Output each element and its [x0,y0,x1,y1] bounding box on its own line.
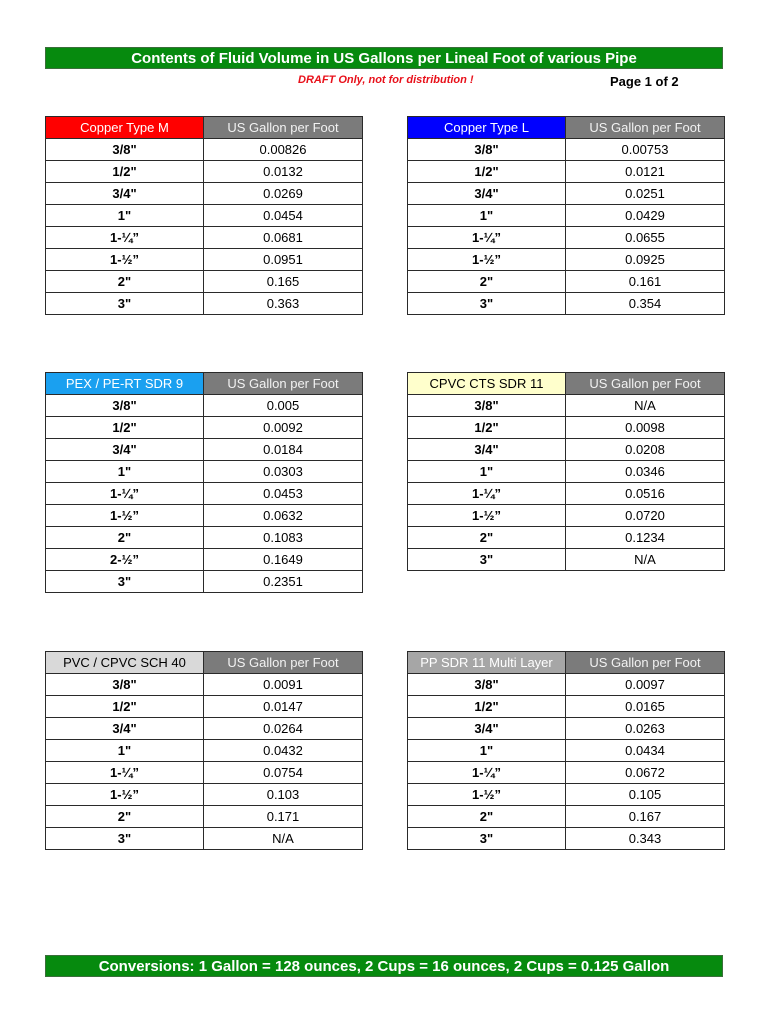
table-row [46,139,363,161]
column-header-unit: US Gallon per Foot [566,373,725,395]
page-number: Page 1 of 2 [610,74,679,89]
pipe-size-cell: 1/2" [46,161,204,183]
gallon-per-foot-cell: 0.0303 [204,461,363,483]
pipe-size-cell: 1/2" [408,696,566,718]
gallon-per-foot-cell: 0.0681 [204,227,363,249]
gallon-per-foot-cell: 0.0672 [566,762,725,784]
gallon-per-foot-cell: 0.1234 [566,527,725,549]
gallon-per-foot-cell: 0.0264 [204,718,363,740]
gallon-per-foot-cell: 0.0754 [204,762,363,784]
pipe-size-cell: 3/8" [408,674,566,696]
gallon-per-foot-cell: 0.0263 [566,718,725,740]
table-title: Copper Type M [46,117,204,139]
table-row [408,674,725,696]
table-row [408,828,725,850]
table-row [408,483,725,505]
table-title: PEX / PE-RT SDR 9 [46,373,204,395]
column-header-unit: US Gallon per Foot [204,117,363,139]
gallon-per-foot-cell: 0.0132 [204,161,363,183]
table-row [408,549,725,571]
gallon-per-foot-cell: 0.165 [204,271,363,293]
pipe-size-cell: 1/2" [408,417,566,439]
pipe-size-cell: 2" [408,806,566,828]
gallon-per-foot-cell: 0.105 [566,784,725,806]
table-title: PVC / CPVC SCH 40 [46,652,204,674]
table-row [46,571,363,593]
column-header-unit: US Gallon per Foot [204,652,363,674]
gallon-per-foot-cell: N/A [566,395,725,417]
table-row [408,161,725,183]
gallon-per-foot-cell: 0.0925 [566,249,725,271]
gallon-per-foot-cell: 0.00826 [204,139,363,161]
gallon-per-foot-cell: 0.0251 [566,183,725,205]
table-pex-pe-rt-sdr9 [45,372,363,593]
gallon-per-foot-cell: 0.354 [566,293,725,315]
table-row [408,806,725,828]
table-row [46,461,363,483]
table-row [46,718,363,740]
table-row [408,271,725,293]
pipe-size-cell: 1-¼” [408,227,566,249]
pipe-size-cell: 2" [408,527,566,549]
pipe-size-cell: 3/8" [408,139,566,161]
gallon-per-foot-cell: N/A [204,828,363,850]
column-header-unit: US Gallon per Foot [566,117,725,139]
gallon-per-foot-cell: 0.0951 [204,249,363,271]
gallon-per-foot-cell: 0.005 [204,395,363,417]
table-row [408,505,725,527]
column-header-unit: US Gallon per Foot [566,652,725,674]
table-row [408,395,725,417]
table-copper-type-m [45,116,363,315]
pipe-size-cell: 2" [408,271,566,293]
gallon-per-foot-cell: 0.0208 [566,439,725,461]
pipe-size-cell: 3" [408,828,566,850]
gallon-per-foot-cell: 0.0147 [204,696,363,718]
gallon-per-foot-cell: 0.0184 [204,439,363,461]
table-row [46,395,363,417]
table-row [46,828,363,850]
gallon-per-foot-cell: 0.0720 [566,505,725,527]
gallon-per-foot-cell: 0.0453 [204,483,363,505]
table-row [46,549,363,571]
gallon-per-foot-cell: 0.0454 [204,205,363,227]
pipe-size-cell: 1" [408,461,566,483]
draft-notice: DRAFT Only, not for distribution ! [298,74,474,86]
pipe-size-cell: 3/8" [46,395,204,417]
pipe-size-cell: 1" [46,461,204,483]
table-row [46,696,363,718]
table-row [46,674,363,696]
table-row [46,527,363,549]
gallon-per-foot-cell: 0.0432 [204,740,363,762]
pipe-size-cell: 1-½” [408,505,566,527]
gallon-per-foot-cell: 0.0092 [204,417,363,439]
table-row [46,183,363,205]
table-row [46,205,363,227]
pipe-size-cell: 3/8" [408,395,566,417]
gallon-per-foot-cell: 0.2351 [204,571,363,593]
pipe-size-cell: 3/4" [46,718,204,740]
table-row [46,762,363,784]
gallon-per-foot-cell: 0.0632 [204,505,363,527]
pipe-size-cell: 2" [46,806,204,828]
pipe-size-cell: 3/4" [46,439,204,461]
gallon-per-foot-cell: 0.161 [566,271,725,293]
table-row [46,806,363,828]
table-title: Copper Type L [408,117,566,139]
table-cpvc-cts-sdr11 [407,372,725,571]
pipe-size-cell: 1" [408,205,566,227]
column-header-unit: US Gallon per Foot [204,373,363,395]
table-row [408,293,725,315]
table-row [408,227,725,249]
gallon-per-foot-cell: 0.0516 [566,483,725,505]
gallon-per-foot-cell: 0.343 [566,828,725,850]
table-row [46,161,363,183]
table-row [46,249,363,271]
table-copper-type-l [407,116,725,315]
gallon-per-foot-cell: 0.0165 [566,696,725,718]
pipe-size-cell: 3/4" [408,718,566,740]
table-row [46,293,363,315]
gallon-per-foot-cell: 0.0091 [204,674,363,696]
table-row [408,249,725,271]
gallon-per-foot-cell: 0.0098 [566,417,725,439]
pipe-size-cell: 3" [46,828,204,850]
pipe-size-cell: 2" [46,527,204,549]
table-row [408,740,725,762]
gallon-per-foot-cell: 0.0655 [566,227,725,249]
pipe-size-cell: 3/4" [46,183,204,205]
pipe-size-cell: 3/8" [46,674,204,696]
table-row [46,439,363,461]
pipe-size-cell: 1-¼” [46,762,204,784]
pipe-size-cell: 1/2" [408,161,566,183]
table-row [46,505,363,527]
pipe-size-cell: 1-¼” [46,483,204,505]
table-row [46,483,363,505]
pipe-size-cell: 3/4" [408,183,566,205]
gallon-per-foot-cell: 0.363 [204,293,363,315]
gallon-per-foot-cell: 0.103 [204,784,363,806]
table-row [408,696,725,718]
pipe-size-cell: 1-½” [46,249,204,271]
gallon-per-foot-cell: 0.0434 [566,740,725,762]
gallon-per-foot-cell: 0.0429 [566,205,725,227]
pipe-size-cell: 3" [408,549,566,571]
table-row [46,417,363,439]
table-title: CPVC CTS SDR 11 [408,373,566,395]
pipe-size-cell: 3/4" [408,439,566,461]
table-row [46,227,363,249]
table-row [408,417,725,439]
table-row [408,439,725,461]
table-row [408,139,725,161]
gallon-per-foot-cell: 0.00753 [566,139,725,161]
pipe-size-cell: 1/2" [46,696,204,718]
pipe-size-cell: 1" [46,740,204,762]
pipe-size-cell: 1" [46,205,204,227]
gallon-per-foot-cell: 0.0097 [566,674,725,696]
pipe-size-cell: 1" [408,740,566,762]
gallon-per-foot-cell: 0.0121 [566,161,725,183]
table-row [408,784,725,806]
table-pp-sdr11-multi-layer [407,651,725,850]
pipe-size-cell: 1-¼” [408,483,566,505]
table-row [46,740,363,762]
pipe-size-cell: 1-¼” [408,762,566,784]
table-row [408,205,725,227]
table-row [408,183,725,205]
gallon-per-foot-cell: 0.0346 [566,461,725,483]
pipe-size-cell: 3/8" [46,139,204,161]
pipe-size-cell: 1/2" [46,417,204,439]
table-row [46,271,363,293]
pipe-size-cell: 1-¼” [46,227,204,249]
pipe-size-cell: 1-½” [46,784,204,806]
pipe-size-cell: 3" [408,293,566,315]
pipe-size-cell: 3" [46,293,204,315]
pipe-size-cell: 3" [46,571,204,593]
gallon-per-foot-cell: 0.0269 [204,183,363,205]
pipe-size-cell: 1-½” [408,784,566,806]
pipe-size-cell: 2-½” [46,549,204,571]
gallon-per-foot-cell: 0.1083 [204,527,363,549]
gallon-per-foot-cell: 0.171 [204,806,363,828]
table-row [46,784,363,806]
pipe-size-cell: 1-½” [46,505,204,527]
table-row [408,762,725,784]
pipe-size-cell: 1-½” [408,249,566,271]
gallon-per-foot-cell: 0.167 [566,806,725,828]
conversions-footer: Conversions: 1 Gallon = 128 ounces, 2 Cups = 16 ounces, 2 Cups = 0.125 Gallon [45,955,723,977]
table-row [408,461,725,483]
pipe-size-cell: 2" [46,271,204,293]
table-row [408,527,725,549]
page-title: Contents of Fluid Volume in US Gallons per Lineal Foot of various Pipe [45,47,723,69]
table-title: PP SDR 11 Multi Layer [408,652,566,674]
gallon-per-foot-cell: N/A [566,549,725,571]
table-row [408,718,725,740]
gallon-per-foot-cell: 0.1649 [204,549,363,571]
table-pvc-cpvc-sch40 [45,651,363,850]
